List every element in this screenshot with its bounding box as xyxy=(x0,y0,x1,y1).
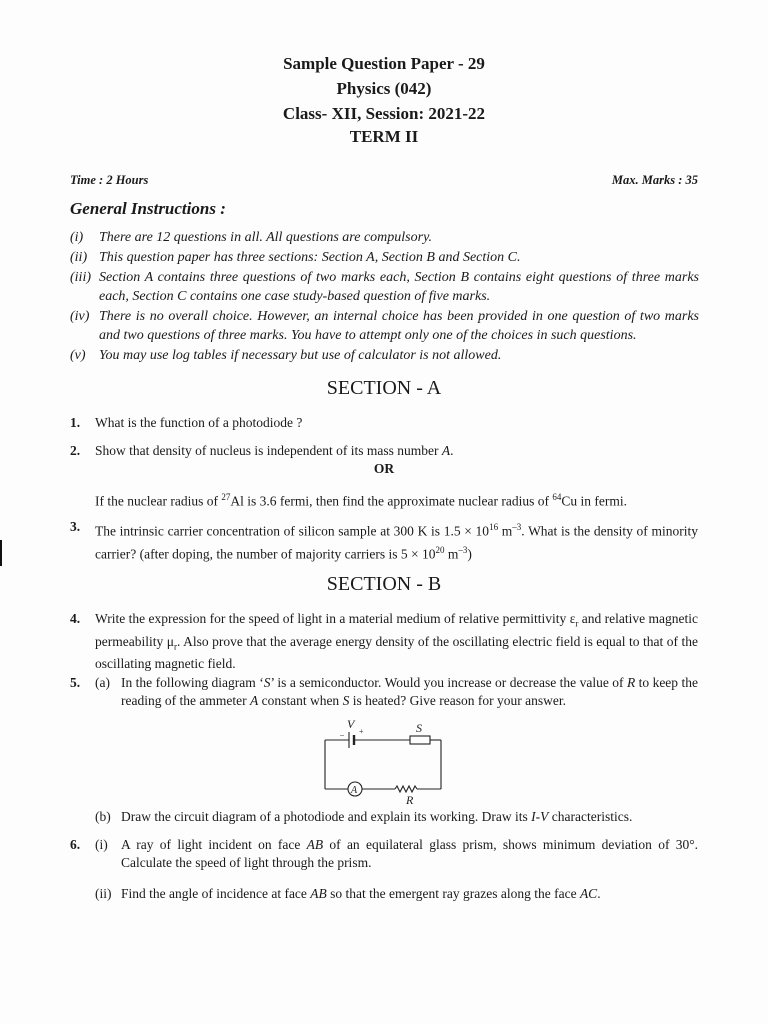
max-marks-label: Max. Marks : 35 xyxy=(611,173,698,187)
question-number: 1. xyxy=(70,415,81,430)
semiconductor-label: S xyxy=(416,721,422,735)
battery-plus-label: + xyxy=(359,727,364,736)
paper-title: Sample Question Paper - 29 xyxy=(283,54,485,73)
instruction-text: There are 12 questions in all. All questions are compulsory. xyxy=(99,230,433,245)
question-number: 2. xyxy=(70,443,81,458)
question-number: 3. xyxy=(70,519,81,534)
resistor-label: R xyxy=(406,793,414,807)
question-text: The intrinsic carrier concentration of silicon sample at 300 K is $1.5 \times 10^{16}$ $m^{-3}$. What is the density of minority carrier? (after doping, the number of majority carriers is $5 \times 10^{20}$ $m^{-3}$) xyxy=(95,522,698,561)
section-a-heading: SECTION - A xyxy=(326,377,442,399)
battery-minus-label: – xyxy=(340,730,344,739)
text-cursor-marker xyxy=(0,540,2,566)
battery-voltage-label: V xyxy=(347,717,355,731)
instruction-number: (ii) xyxy=(70,250,88,265)
question-text: Find the angle of incidence at face AB so that the emergent ray grazes along the face AC. xyxy=(121,886,601,901)
paper-term: TERM II xyxy=(349,127,419,146)
question-number: 6. xyxy=(70,837,81,852)
paper-class-session: Class- XII, Session: 2021-22 xyxy=(282,104,486,123)
instruction-number: (i) xyxy=(70,230,84,245)
subquestion-label: (ii) xyxy=(95,886,112,901)
question-alternative-text: If the nuclear radius of $^{27}$Al is 3.6 fermi, then find the approximate nuclear radius of $^{64}$Cu in fermi. xyxy=(95,492,627,509)
instruction-text: You may use log tables if necessary but use of calculator is not allowed. xyxy=(99,348,502,363)
instruction-text: Section A contains three questions of two marks each, Section B contains eight questions of three marks each, Section C contains one case study-based question of five marks. xyxy=(99,270,699,304)
or-label: OR xyxy=(373,461,395,476)
question-number: 4. xyxy=(70,611,81,626)
question-text: Draw the circuit diagram of a photodiode and explain its working. Draw its I-V characteristics. xyxy=(121,809,633,824)
paper-subject: Physics (042) xyxy=(336,79,432,98)
question-text: Show that density of nucleus is independent of its mass number A. xyxy=(95,443,454,458)
circuit-diagram xyxy=(315,712,455,807)
question-text: What is the function of a photodiode ? xyxy=(95,415,303,430)
instruction-number: (iii) xyxy=(70,270,91,285)
instruction-number: (iv) xyxy=(70,309,90,324)
time-label: Time : 2 Hours xyxy=(70,173,149,187)
instruction-text: There is no overall choice. However, an internal choice has been provided in one question of two marks and two questions of three marks. You have to attempt only one of the choices in such questions. xyxy=(99,309,699,343)
instruction-number: (v) xyxy=(70,348,86,363)
general-instructions-title: General Instructions : xyxy=(70,199,226,218)
instruction-text: This question paper has three sections: Section A, Section B and Section C. xyxy=(99,250,521,265)
question-text: In the following diagram ‘S’ is a semiconductor. Would you increase or decrease the value of R to keep the reading of the ammeter A constant when S is heated? Give reason for your answer. xyxy=(121,675,698,708)
question-text: A ray of light incident on face AB of an equilateral glass prism, shows minimum deviation of 30°. Calculate the speed of light through the prism. xyxy=(121,837,698,870)
subquestion-label: (b) xyxy=(95,809,111,824)
ammeter-label: A xyxy=(351,785,358,796)
subquestion-label: (a) xyxy=(95,675,110,690)
question-number: 5. xyxy=(70,675,81,690)
question-text: Write the expression for the speed of light in a material medium of relative permittivity $\varepsilon_r$ and relative magnetic permeability $\mu_r$. Also prove that the average energy density of the oscillating electric field is equal to that of the oscillating magnetic field. xyxy=(95,611,698,672)
section-b-heading: SECTION - B xyxy=(326,573,442,595)
subquestion-label: (i) xyxy=(95,837,108,852)
